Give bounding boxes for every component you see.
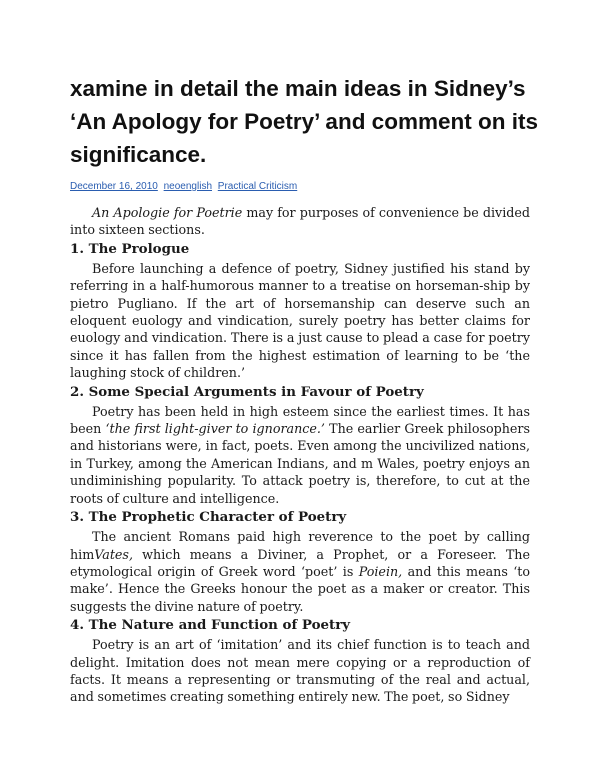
- article-body: [70, 204, 530, 706]
- intro-italic-title: An Apologie for Poetrie: [92, 205, 243, 220]
- article-meta: [70, 181, 300, 193]
- section-3-text-a: The ancient Romans paid high reverence to the poet by calling him: [70, 529, 530, 562]
- category-link[interactable]: Practical Criticism: [217, 181, 298, 192]
- section-3-heading: 3. The Prophetic Character of Poetry: [70, 509, 347, 526]
- date-link[interactable]: December 16, 2010: [70, 181, 158, 192]
- section-3-term-poiein: Poiein,: [358, 563, 403, 579]
- section-3-text-c: and this means ‘to make’. Hence the Greeks honour the poet as a maker or creator. This suggests the divine nature of poetry.: [70, 563, 530, 614]
- section-2-paragraph: [70, 403, 530, 507]
- section-3-text-b: which means a Diviner, a Prophet, or a Foreseer. The etymological origin of Greek word ‘poet’ is: [70, 546, 530, 579]
- section-2-text-a: Poetry has been held in high esteem since the earliest times. It has been: [70, 403, 530, 437]
- author-link[interactable]: neoenglish: [163, 181, 212, 192]
- section-3-term-vates: Vates,: [94, 546, 133, 562]
- section-2-quote: ‘the first light-giver to ignorance.’: [105, 421, 325, 437]
- section-1-heading: 1. The Prologue: [70, 240, 190, 257]
- section-1-paragraph: Before launching a defence of poetry, Sidney justified his stand by referring in a half-humorous manner to a treatise on horseman-ship by pietro Pugliano. If the art of horsemanship can deserve such an eloquent euology and vindication, surely poetry has better claims for euology and vindication. There is a just cause to plead a case for poetry since it has fallen from the highest estimation of learning to be ‘the laughing stock of children.’: [70, 260, 530, 381]
- section-3-paragraph: [70, 528, 530, 615]
- article-title: xamine in detail the main ideas in Sidney’s ‘An Apology for Poetry’ and comment on its significance.: [70, 76, 538, 167]
- section-4-paragraph: Poetry is an art of ‘imitation’ and its chief function is to teach and delight. Imitation does not mean mere copying or a reproduction of facts. It means a representing or transmuting of the real and actual, and sometimes creating something entirely new. The poet, so Sidney: [70, 637, 530, 705]
- section-4-heading: 4. The Nature and Function of Poetry: [70, 617, 351, 634]
- section-2-heading: 2. Some Special Arguments in Favour of Poetry: [70, 383, 424, 400]
- intro-paragraph: [70, 204, 530, 239]
- intro-text: may for purposes of convenience be divided into sixteen sections.: [70, 205, 530, 238]
- section-2-text-b: The earlier Greek philosophers and historians were, in fact, poets. Even among the uncivilized nations, in Turkey, among the American Indians, and m Wales, poetry enjoys an undiminishing popularity. To attack poetry is, therefore, to cut at the roots of culture and intelligence.: [70, 421, 531, 506]
